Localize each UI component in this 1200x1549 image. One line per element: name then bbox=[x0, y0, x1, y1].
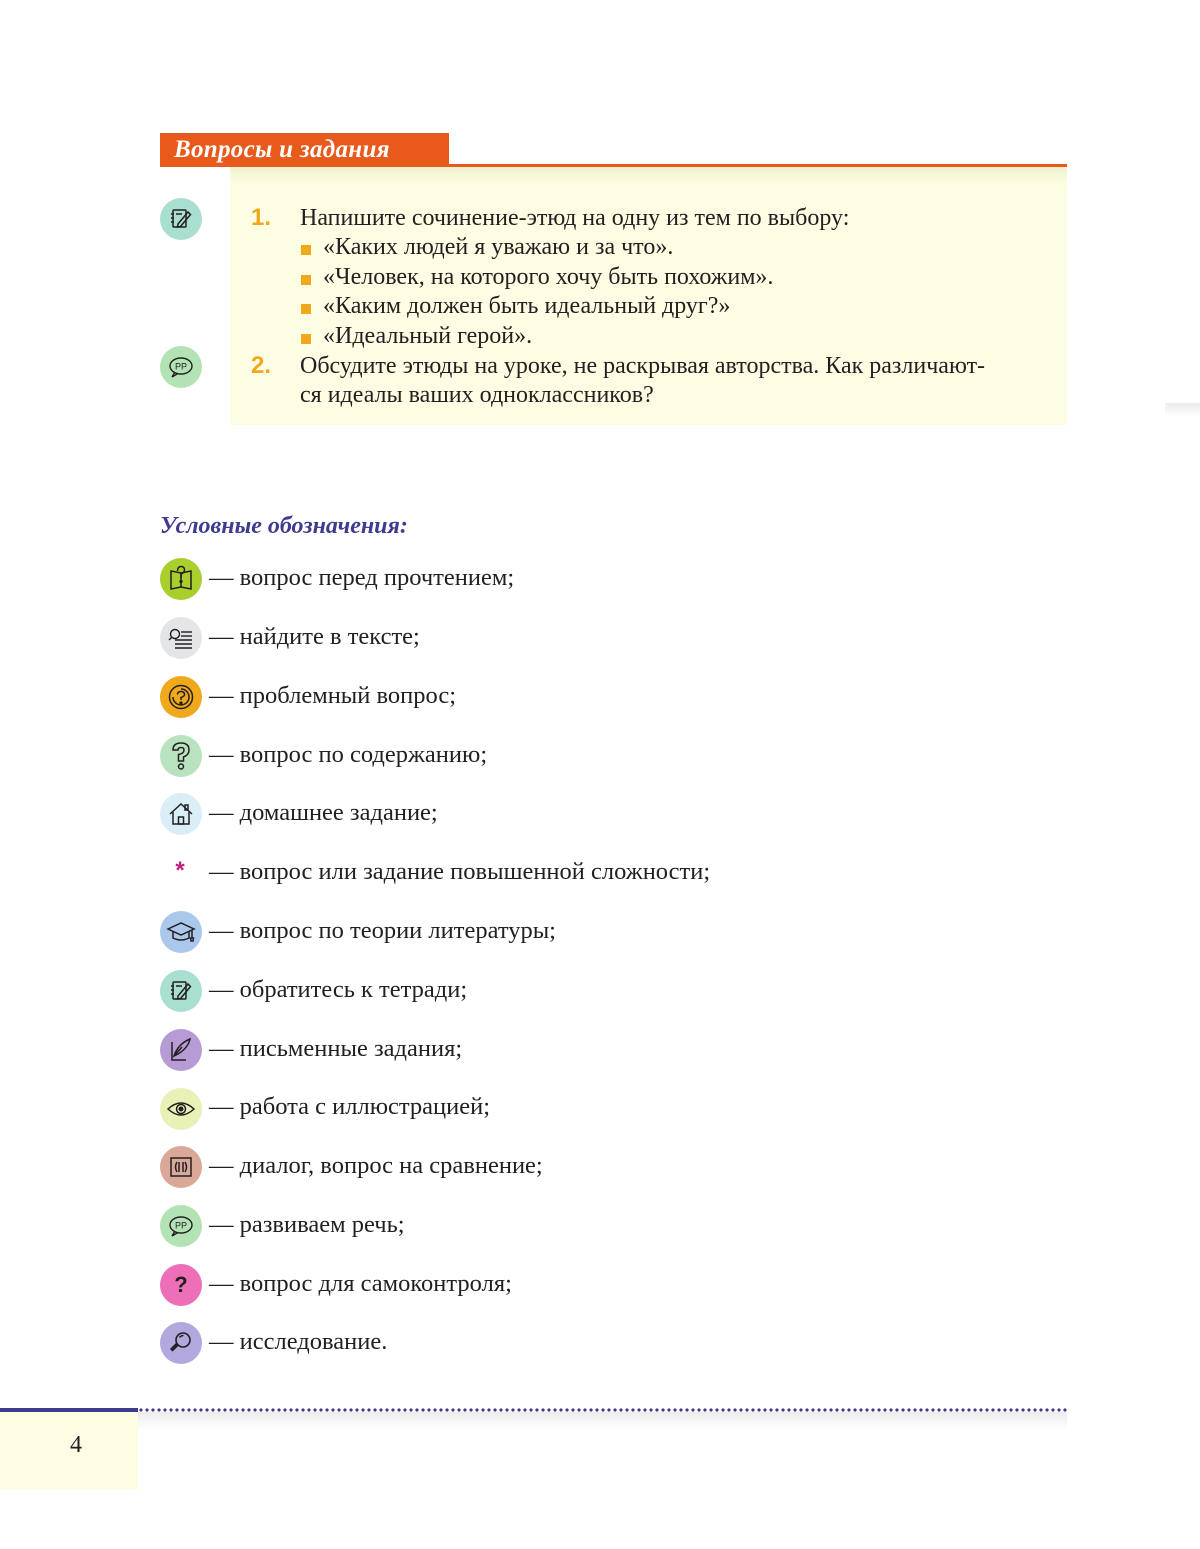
footer-shade bbox=[138, 1412, 1067, 1430]
legend-label: — домашнее задание; bbox=[209, 799, 438, 826]
task-option-1: «Каких людей я уважаю и за что». bbox=[323, 234, 674, 260]
magnifier-icon bbox=[160, 1322, 202, 1364]
speech-pp-icon bbox=[160, 1205, 202, 1247]
task-box-shade bbox=[230, 167, 1067, 183]
legend-label: — вопрос для самоконтроля; bbox=[209, 1270, 512, 1297]
page-edge-shade bbox=[1165, 403, 1200, 417]
eye-icon bbox=[160, 1088, 202, 1130]
legend-label: — вопрос по содержанию; bbox=[209, 741, 488, 768]
legend-label: — диалог, вопрос на сравнение; bbox=[209, 1152, 543, 1179]
page-number-box bbox=[0, 1412, 138, 1490]
legend-label: — исследование. bbox=[209, 1328, 388, 1355]
page-number: 4 bbox=[70, 1432, 82, 1458]
speech-pp-icon bbox=[160, 346, 202, 388]
self-check-question-icon: ? bbox=[160, 1264, 202, 1306]
legend-label: — работа с иллюстрацией; bbox=[209, 1093, 491, 1120]
task-option-4: «Идеальный герой». bbox=[323, 323, 533, 349]
bullet-marker bbox=[301, 334, 311, 344]
question-outline-icon bbox=[160, 735, 202, 777]
legend-label: — вопрос или задание повышенной сложности; bbox=[209, 858, 711, 885]
quill-icon bbox=[160, 1029, 202, 1071]
legend-label: — найдите в тексте; bbox=[209, 623, 420, 650]
task-option-2: «Человек, на которого хочу быть похожим». bbox=[323, 264, 774, 290]
legend-label: — развиваем речь; bbox=[209, 1211, 405, 1238]
notebook-icon bbox=[160, 970, 202, 1012]
graduation-cap-icon bbox=[160, 911, 202, 953]
legend-label: — письменные задания; bbox=[209, 1035, 463, 1062]
book-question-icon bbox=[160, 558, 202, 600]
task-text-2-line-1: Обсудите этюды на уроке, не раскрывая авторства. Как различают- bbox=[300, 353, 986, 379]
notebook-icon bbox=[160, 198, 202, 240]
legend-label: — обратитесь к тетради; bbox=[209, 976, 468, 1003]
bullet-marker bbox=[301, 245, 311, 255]
section-title: Вопросы и задания bbox=[160, 133, 449, 166]
dialog-icon bbox=[160, 1146, 202, 1188]
legend-title: Условные обозначения: bbox=[160, 513, 408, 539]
legend-label: — вопрос по теории литературы; bbox=[209, 917, 556, 944]
task-text-1: Напишите сочинение-этюд на одну из тем по выбору: bbox=[300, 205, 850, 231]
task-number-1: 1. bbox=[251, 204, 272, 231]
svg-text:PP: PP bbox=[174, 361, 188, 372]
bullet-marker bbox=[301, 304, 311, 314]
task-number-2: 2. bbox=[251, 352, 272, 379]
find-in-text-icon bbox=[160, 617, 202, 659]
task-option-3: «Каким должен быть идеальный друг?» bbox=[323, 293, 731, 319]
bullet-marker bbox=[301, 275, 311, 285]
legend-label: — проблемный вопрос; bbox=[209, 682, 457, 709]
asterisk-icon: * bbox=[175, 857, 185, 884]
svg-text:PP: PP bbox=[174, 1220, 188, 1231]
maze-question-icon bbox=[160, 676, 202, 718]
home-icon bbox=[160, 793, 202, 835]
legend-label: — вопрос перед прочтением; bbox=[209, 564, 515, 591]
task-text-2-line-2: ся идеалы ваших одноклассников? bbox=[300, 382, 654, 408]
